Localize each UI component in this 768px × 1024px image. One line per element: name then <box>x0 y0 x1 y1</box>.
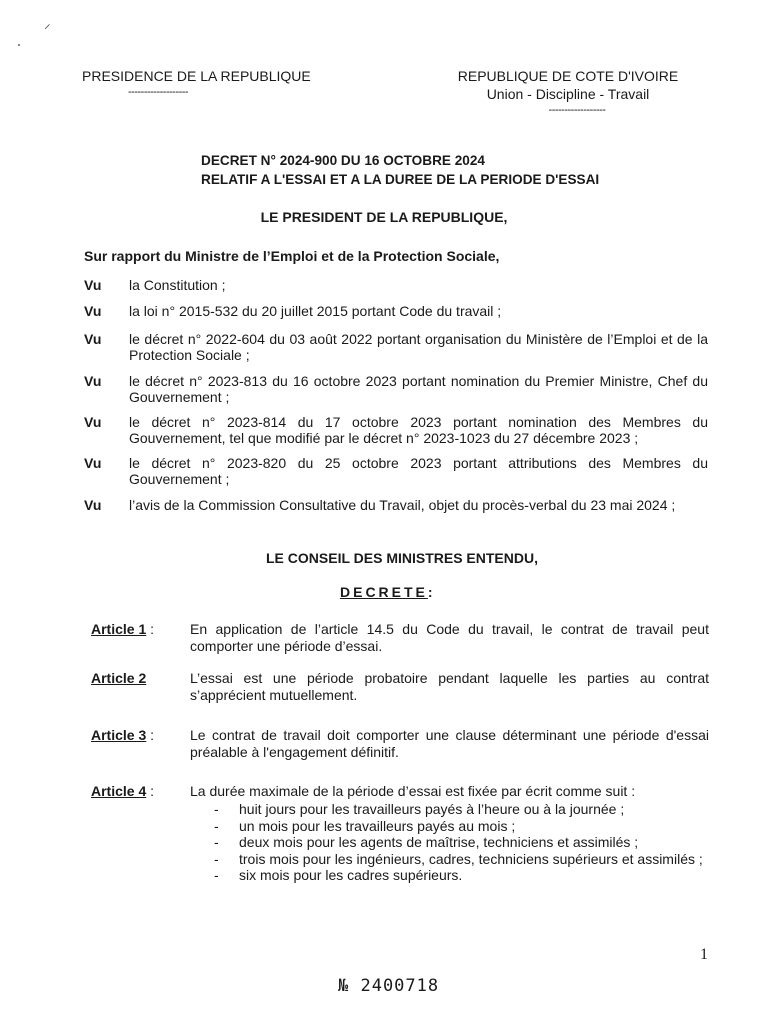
vu-item <box>84 373 708 405</box>
article-suffix: : <box>146 783 155 799</box>
article-number: Article 3 <box>91 727 147 743</box>
decrete-word: DECRETE <box>340 584 428 600</box>
list-item-text: un mois pour les travailleurs payés au mois ; <box>239 817 516 834</box>
article-label <box>91 727 154 744</box>
article-text: Le contrat de travail doit comporter une clause déterminant une période d'essai préalable à l'engagement définitif. <box>190 727 709 760</box>
dash-bullet: - <box>214 867 219 883</box>
article-label <box>91 621 154 638</box>
vu-text: le décret n° 2022-604 du 03 août 2022 portant organisation du Ministère de l’Emploi et de la Protection Sociale ; <box>129 331 708 363</box>
decrete-heading <box>340 584 436 600</box>
vu-text: l’avis de la Commission Consultative du Travail, objet du procès-verbal du 23 mai 2024 ; <box>129 497 676 513</box>
list-item <box>212 818 709 835</box>
vu-text: le décret n° 2023-813 du 16 octobre 2023 portant nomination du Premier Ministre, Chef du Gouvernement ; <box>129 373 708 405</box>
article <box>91 621 709 655</box>
national-motto: Union - Discipline - Travail <box>486 86 650 102</box>
scan-mark: ⸝ <box>44 16 51 31</box>
vu-label: Vu <box>84 497 102 513</box>
dash-bullet: - <box>214 817 219 834</box>
article-number: Article 4 <box>91 783 147 799</box>
list-item <box>212 801 709 818</box>
conseil-heading: LE CONSEIL DES MINISTRES ENTENDU, <box>266 550 538 566</box>
list-item-text: huit jours pour les travailleurs payés à l’heure ou à la journée ; <box>239 801 625 817</box>
list-item-text: trois mois pour les ingénieurs, cadres, techniciens supérieurs et assimilés ; <box>239 850 703 867</box>
article-text: L’essai est une période probatoire pendant laquelle les parties au contrat s’apprécient mutuellement. <box>190 670 709 703</box>
vu-label: Vu <box>84 303 102 319</box>
header-left <box>82 68 342 98</box>
decree-title-line2: RELATIF A L'ESSAI ET A LA DUREE DE LA PERIODE D'ESSAI <box>201 172 600 187</box>
scan-speck <box>18 44 20 46</box>
country-title: REPUBLIQUE DE COTE D'IVOIRE <box>457 68 679 84</box>
article <box>91 727 709 761</box>
article-suffix: : <box>146 727 155 743</box>
country-rule: ------------------ <box>548 104 606 116</box>
header-right <box>440 68 696 116</box>
vu-item <box>84 277 708 293</box>
vu-item <box>84 497 708 513</box>
vu-label: Vu <box>84 373 102 389</box>
list-item <box>212 867 709 884</box>
dash-bullet: - <box>214 850 219 867</box>
vu-label: Vu <box>84 455 102 471</box>
article-text: La durée maximale de la période d’essai est fixée par écrit comme suit : <box>190 783 636 799</box>
decrete-colon: : <box>427 584 436 600</box>
vu-item <box>84 455 708 487</box>
article-text: En application de l’article 14.5 du Code du travail, le contrat de travail peut comporter une période d’essai. <box>190 621 709 654</box>
page-number: 1 <box>700 946 708 963</box>
list-item-text: deux mois pour les agents de maîtrise, techniciens et assimilés ; <box>239 834 639 850</box>
decree-title <box>201 151 599 189</box>
rapport-line: Sur rapport du Ministre de l’Emploi et de la Protection Sociale, <box>84 248 500 264</box>
issuer-rule: ------------------- <box>128 86 189 98</box>
list-item <box>212 851 709 868</box>
dash-bullet: - <box>214 834 219 850</box>
article-suffix: : <box>146 621 155 637</box>
vu-text: la Constitution ; <box>129 277 226 293</box>
article-number: Article 1 <box>91 621 147 637</box>
vu-label: Vu <box>84 277 102 293</box>
article-label <box>91 783 154 800</box>
serial-number: № 2400718 <box>338 976 440 996</box>
list-item-text: six mois pour les cadres supérieurs. <box>239 867 463 883</box>
article-label <box>91 670 146 687</box>
vu-item <box>84 414 708 446</box>
decree-title-line1: DECRET N° 2024-900 DU 16 OCTOBRE 2024 <box>201 153 485 168</box>
article-number: Article 2 <box>91 670 147 686</box>
vu-item <box>84 303 708 319</box>
vu-label: Vu <box>84 331 102 347</box>
article4-list <box>212 801 709 884</box>
vu-text: le décret n° 2023-814 du 17 octobre 2023 portant nomination des Membres du Gouvernement, tel que modifié par le décret n° 2023-1023 du 27 décembre 2023 ; <box>129 414 708 446</box>
issuer-title: PRESIDENCE DE LA REPUBLIQUE <box>82 68 311 84</box>
dash-bullet: - <box>214 801 219 817</box>
vu-text: le décret n° 2023-820 du 25 octobre 2023 portant attributions des Membres du Gouvernement ; <box>129 455 708 487</box>
list-item <box>212 834 709 851</box>
article <box>91 783 709 800</box>
vu-item <box>84 331 708 363</box>
vu-text: la loi n° 2015-532 du 20 juillet 2015 portant Code du travail ; <box>129 303 502 319</box>
president-heading: LE PRESIDENT DE LA REPUBLIQUE, <box>260 209 508 225</box>
article <box>91 670 709 704</box>
vu-label: Vu <box>84 414 102 430</box>
